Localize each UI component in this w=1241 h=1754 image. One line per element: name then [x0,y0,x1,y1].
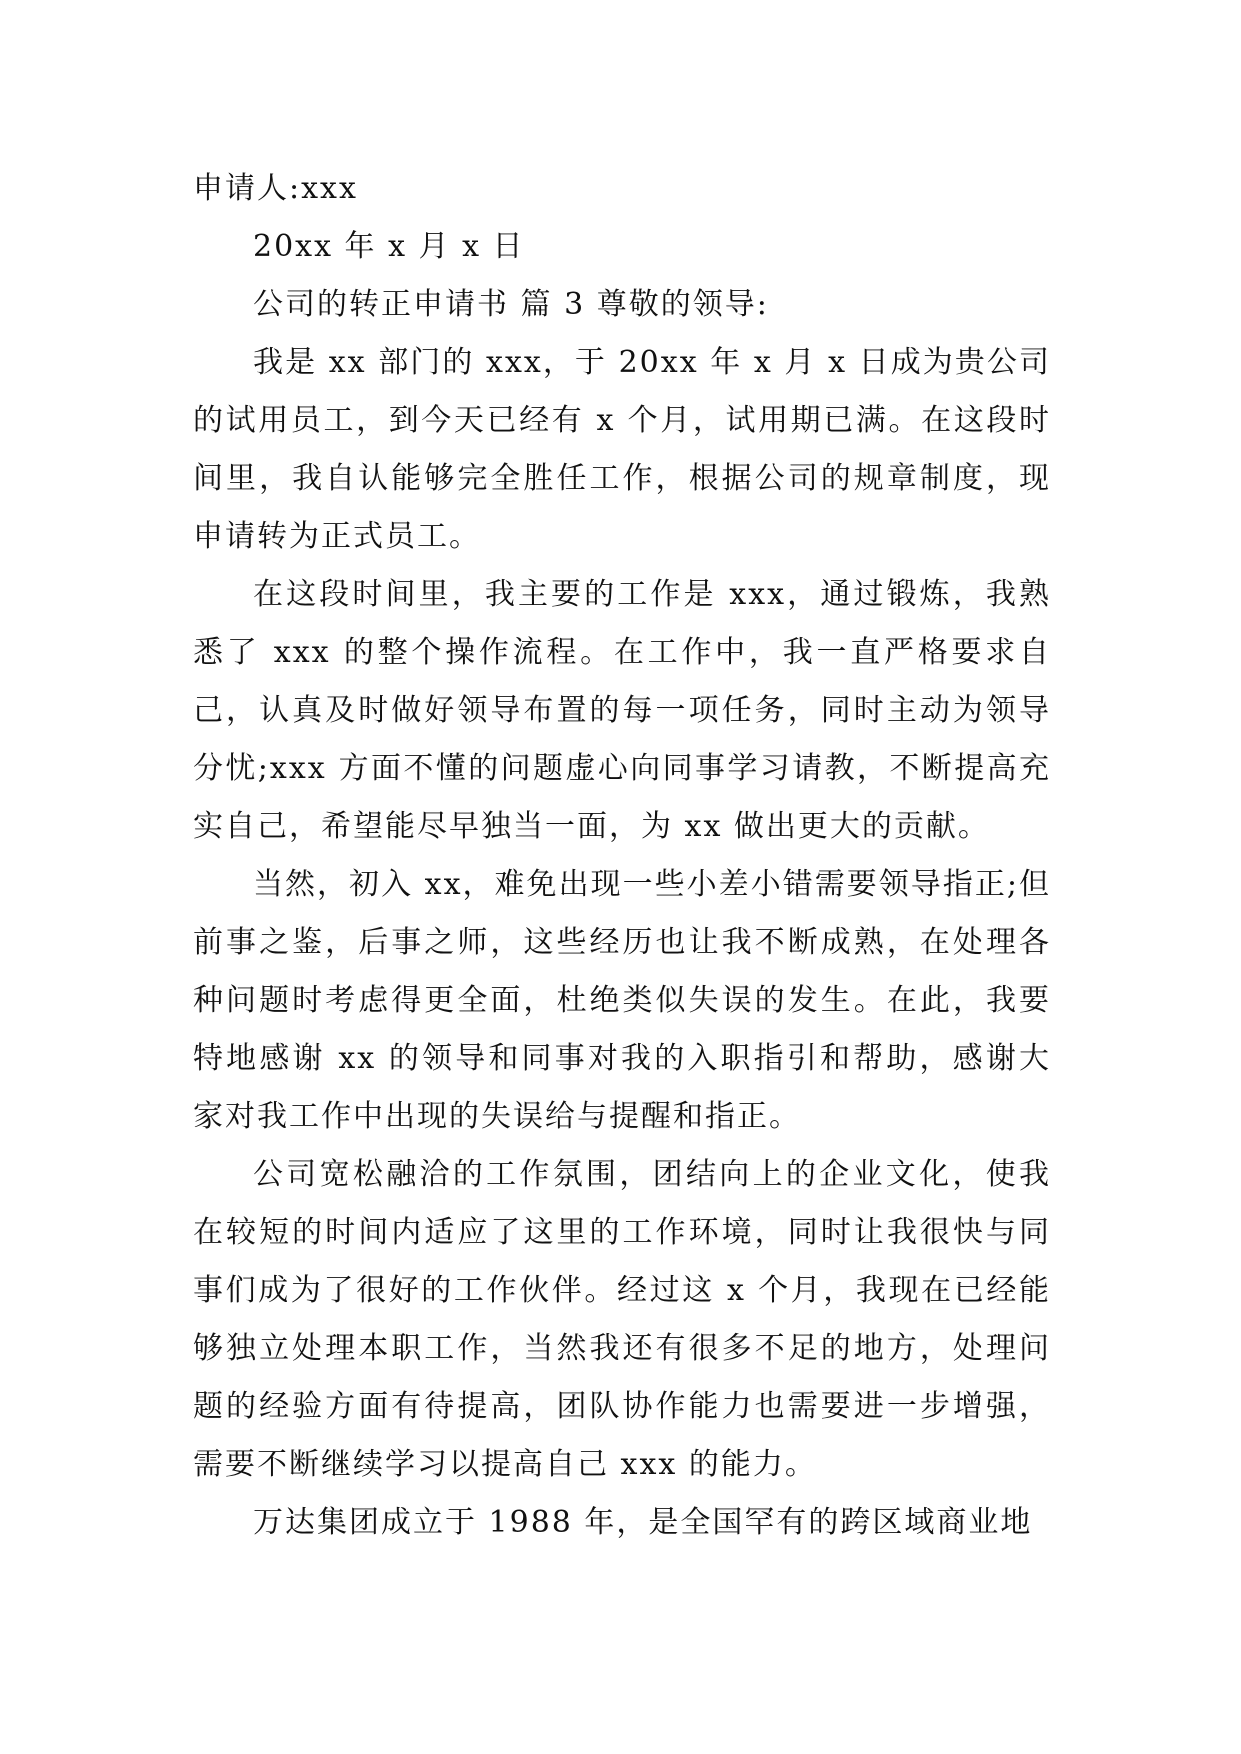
paragraph-4: 公司宽松融洽的工作氛围，团结向上的企业文化，使我在较短的时间内适应了这里的工作环境，同时让我很快与同事们成为了很好的工作伙伴。经过这 x 个月，我现在已经能够独立处理本职工作，当然我还有很多不足的地方，处理问题的经验方面有待提高，团队协作能力也需要进一步增强，需要不断继续学习以提高自己 xxx 的能力。 [193,1157,1051,1482]
applicant-line: 申请人:xxx [193,171,358,206]
document-body [193,160,1051,1552]
paragraph-5: 万达集团成立于 1988 年，是全国罕有的跨区域商业地 [253,1505,1033,1540]
paragraph-1: 我是 xx 部门的 xxx，于 20xx 年 x 月 x 日成为贵公司的试用员工，到今天已经有 x 个月，试用期已满。在这段时间里，我自认能够完全胜任工作，根据公司的规章制度，现申请转为正式员工。 [193,345,1051,554]
date-line: 20xx 年 x 月 x 日 [253,229,525,264]
document-heading: 公司的转正申请书 篇 3 尊敬的领导: [253,287,769,322]
paragraph-3: 当然，初入 xx，难免出现一些小差小错需要领导指正;但前事之鉴，后事之师，这些经历也让我不断成熟，在处理各种问题时考虑得更全面，杜绝类似失误的发生。在此，我要特地感谢 xx 的领导和同事对我的入职指引和帮助，感谢大家对我工作中出现的失误给与提醒和指正。 [193,867,1051,1134]
paragraph-2: 在这段时间里，我主要的工作是 xxx，通过锻炼，我熟悉了 xxx 的整个操作流程。在工作中，我一直严格要求自己，认真及时做好领导布置的每一项任务，同时主动为领导分忧;xxx 方面不懂的问题虚心向同事学习请教，不断提高充实自己，希望能尽早独当一面，为 xx 做出更大的贡献。 [193,577,1051,844]
